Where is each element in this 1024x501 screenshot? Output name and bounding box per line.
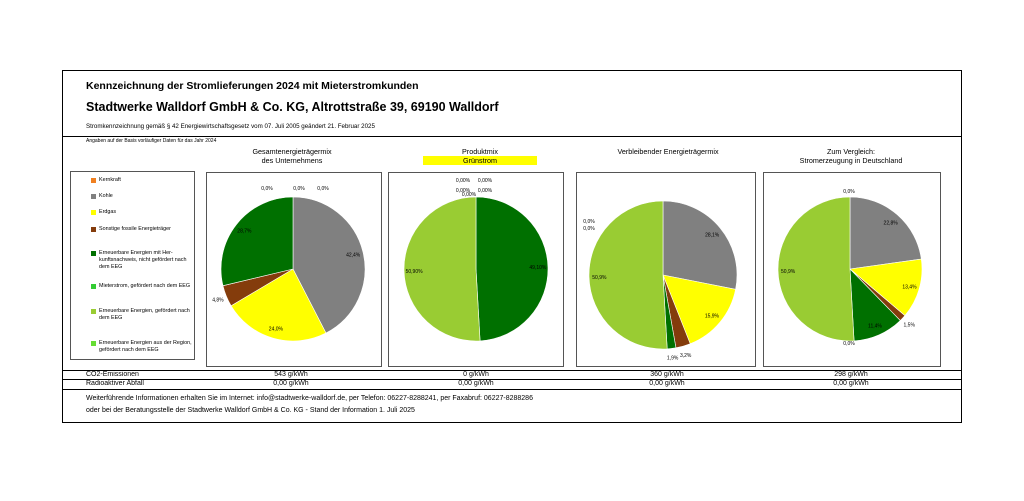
zero-slice-label: 0,00%	[455, 188, 471, 194]
slice-label: 50,9%	[592, 274, 607, 281]
column-title-2: Produktmix Grünstrom	[410, 147, 550, 165]
legend-item: Erneuerbare Energien aus der Region, gefördert nach dem EEG	[99, 340, 195, 354]
waste-value: 0,00 g/kWh	[833, 380, 869, 387]
zero-slice-label: 0,0%	[583, 219, 595, 225]
slice-label: 13,4%	[902, 284, 917, 291]
slice-label: 11,4%	[868, 323, 882, 330]
slice-label: 1,9%	[666, 355, 679, 362]
column-title-4: Zum Vergleich: Stromerzeugung in Deutschland	[799, 147, 903, 165]
legend-swatch-icon	[91, 178, 96, 183]
label-frame	[62, 70, 962, 423]
page-title: Kennzeichnung der Stromlieferungen 2024 mit Mieterstromkunden	[86, 80, 419, 92]
legend-item: Erneuerbare Energien mit Her-kunftsnachweis, nicht gefördert nach dem EEG	[99, 250, 195, 270]
product-name-highlight: Grünstrom	[423, 156, 537, 165]
waste-value: 0,00 g/kWh	[649, 380, 685, 387]
co2-value: 0 g/kWh	[463, 371, 489, 378]
footer-line-1: Weiterführende Informationen erhalten Sie im Internet: info@stadtwerke-walldorf.de, per Telefon: 06227-8288241, per Faxabruf: 06227-8288286	[86, 395, 533, 402]
waste-value: 0,00 g/kWh	[273, 380, 309, 387]
zero-slice-label: 0,0%	[317, 186, 329, 192]
legal-note: Stromkennzeichnung gemäß § 42 Energiewirtschaftsgesetz vom 07. Juli 2005 geändert 21. Februar 2025	[86, 123, 375, 130]
slice-label: 22,8%	[883, 220, 898, 227]
divider	[63, 136, 961, 137]
legend-item: Erdgas	[99, 209, 195, 216]
slice-label: 3,2%	[679, 352, 692, 359]
slice-label: 24,0%	[268, 326, 283, 333]
pie-chart-germany	[764, 173, 940, 366]
legend-item: Kohle	[99, 193, 195, 200]
legend-item: Sonstige fossile Energieträger	[99, 226, 195, 233]
column-title-1: Gesamtenergieträgermix des Unternehmens	[252, 147, 332, 165]
slice-label: 50,90%	[405, 268, 423, 275]
pie-slice	[850, 197, 921, 269]
footer-line-2: oder bei der Beratungsstelle der Stadtwerke Walldorf GmbH & Co. KG - Stand der Information 1. Juli 2025	[86, 407, 415, 414]
zero-slice-label: 0,0%	[583, 226, 595, 232]
zero-slice-label: 0,00%	[477, 178, 493, 184]
zero-slice-label: 0,00%	[455, 178, 471, 184]
slice-label: 50,9%	[781, 268, 796, 275]
co2-value: 360 g/kWh	[650, 371, 684, 378]
zero-slice-label: 0,0%	[293, 186, 305, 192]
legend-item: Mieterstrom, gefördert nach dem EEG	[99, 283, 195, 290]
chart-panel-4	[763, 172, 941, 367]
slice-label: 28,1%	[705, 232, 720, 239]
co2-value: 298 g/kWh	[834, 371, 868, 378]
slice-label: 28,7%	[237, 228, 252, 235]
slice-label: 4,8%	[212, 297, 224, 304]
legend-swatch-icon	[91, 284, 96, 289]
zero-slice-label: 0,0%	[261, 186, 273, 192]
pie-chart-product-mix	[389, 173, 563, 366]
legend-swatch-icon	[91, 341, 96, 346]
legend-swatch-icon	[91, 251, 96, 256]
zero-slice-label: 0,00%	[477, 188, 493, 194]
co2-label: CO2-Emissionen	[86, 371, 139, 378]
legend-swatch-icon	[91, 309, 96, 314]
chart-panel-1	[206, 172, 382, 367]
waste-label: Radioaktiver Abfall	[86, 380, 144, 387]
slice-label: 42,4%	[346, 252, 361, 259]
legend-swatch-icon	[91, 227, 96, 232]
basis-note: Angaben auf der Basis vorläufiger Daten für das Jahr 2024	[86, 138, 217, 144]
zero-slice-label: 0,0%	[843, 341, 855, 347]
pie-slice	[663, 201, 737, 289]
company-address: Stadtwerke Walldorf GmbH & Co. KG, Altrottstraße 39, 69190 Walldorf	[86, 100, 499, 114]
legend-swatch-icon	[91, 210, 96, 215]
chart-panel-3	[576, 172, 756, 367]
column-title-3: Verbleibender Energieträgermix	[617, 147, 719, 156]
legend-item: Erneuerbare Energien, gefördert nach dem EEG	[99, 308, 195, 322]
chart-panel-2	[388, 172, 564, 367]
legend-swatch-icon	[91, 194, 96, 199]
zero-slice-label: 0,0%	[843, 189, 855, 195]
waste-value: 0,00 g/kWh	[458, 380, 494, 387]
legend	[70, 171, 195, 360]
co2-value: 543 g/kWh	[274, 371, 308, 378]
legend-item: Kernkraft	[99, 177, 195, 184]
divider	[63, 389, 961, 390]
slice-label: 49,10%	[529, 265, 547, 272]
zero-slice-label: 0,00%	[461, 192, 477, 198]
slice-label: 15,9%	[704, 313, 720, 320]
slice-label: 1,5%	[903, 322, 915, 329]
pie-chart-remaining-mix	[577, 173, 755, 366]
pie-chart-total-mix	[207, 173, 381, 366]
